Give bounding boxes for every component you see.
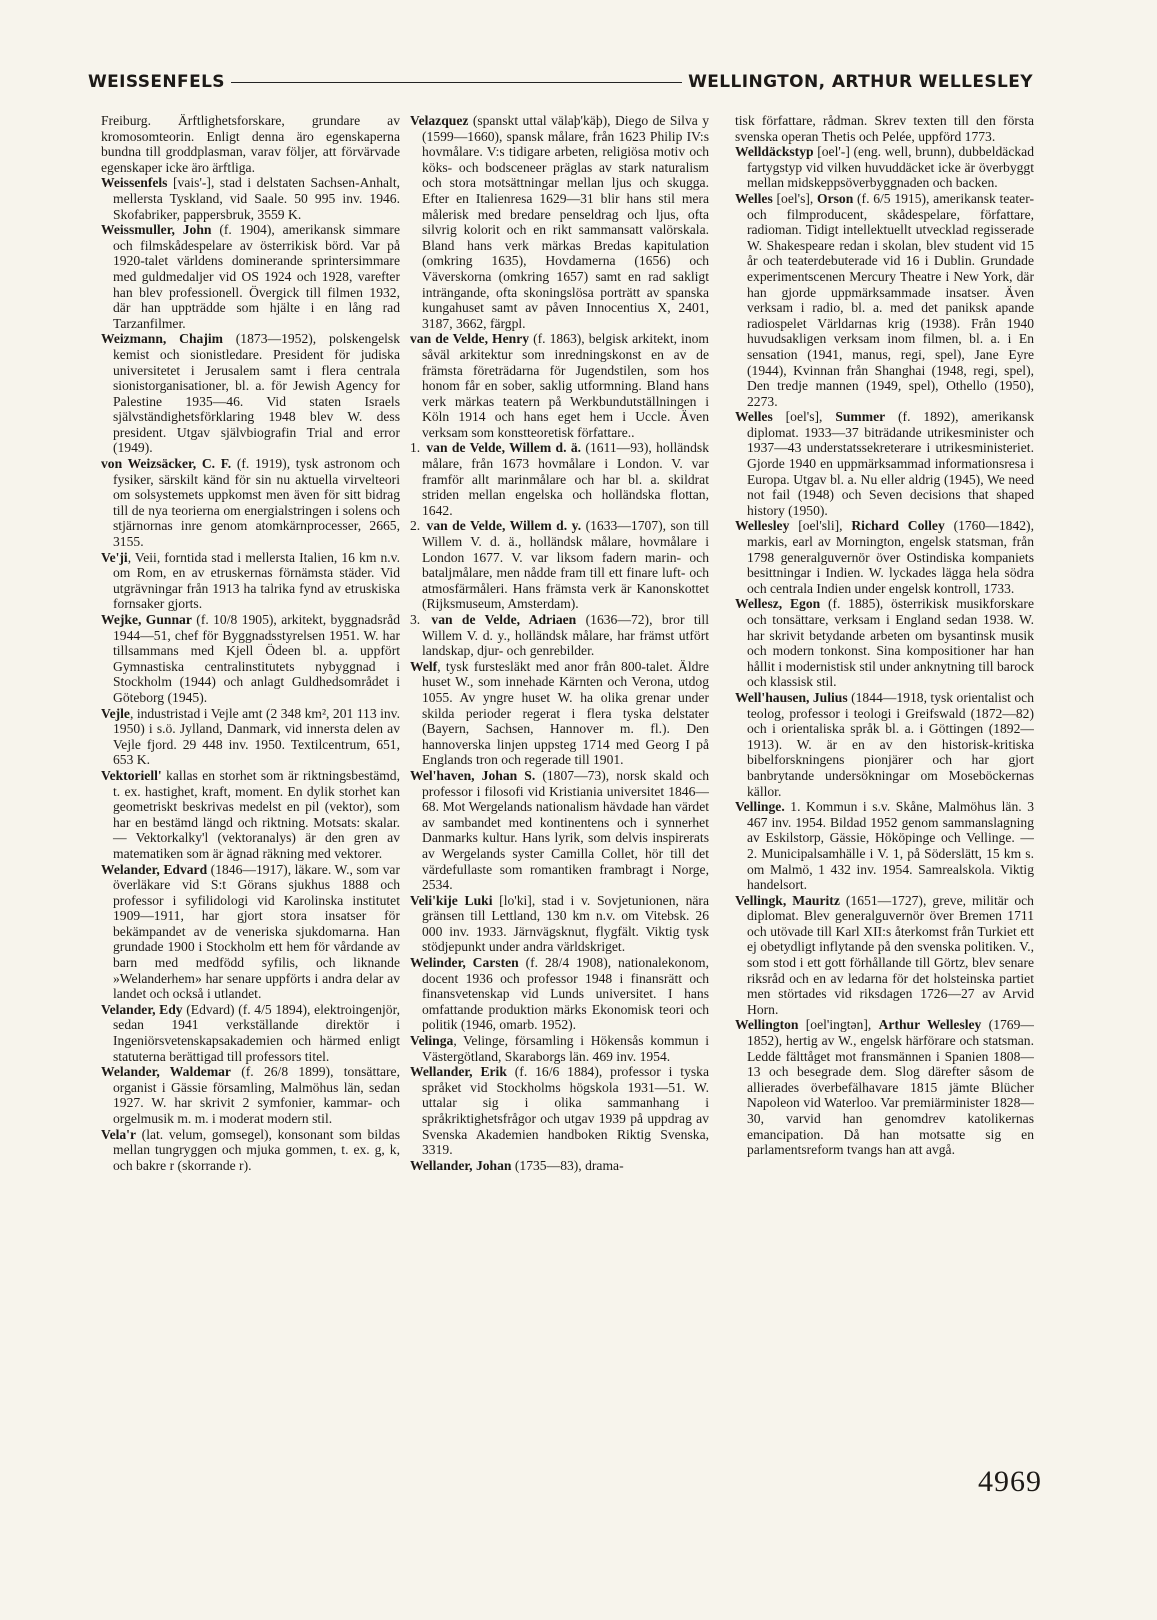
- dictionary-entry: [410, 893, 709, 955]
- entry-headword: van de Velde, Adriaen: [431, 612, 577, 627]
- dictionary-entry: [101, 862, 400, 1002]
- entry-text: [oel'sli],: [789, 518, 852, 534]
- entry-text: [oel'-] (eng. well, brunn), dubbeldäckad fartygstyp vid vilken huvuddäcket icke är överbyggt mellan midskeppsöverbyggnaden och backen.: [747, 144, 1034, 191]
- dictionary-entry: [735, 409, 1034, 518]
- header-right-keyword: WELLINGTON, ARTHUR WELLESLEY: [688, 72, 1033, 92]
- dictionary-entry: [101, 456, 400, 550]
- dictionary-entry: [410, 768, 709, 893]
- dictionary-entry: [410, 955, 709, 1033]
- entry-headword: Wellington: [735, 1017, 799, 1033]
- entry-headword: Veli'kije Luki: [410, 892, 493, 908]
- header-rule: [231, 82, 682, 83]
- entry-headword-secondary: Orson: [817, 190, 854, 206]
- entry-headword: Vellingk, Mauritz: [735, 892, 840, 908]
- entry-text: (f. 1863), belgisk arkitekt, inom såväl arkitektur som inredningskonst en av de främsta företrädarna för Jugendstilen, som hos honom får en sober, saklig utformning. Bland hans verk märkas teatern på Werkbundutställningen i Köln 1914 och hans eget hem i Uccle. Även verksam som konstteoretisk författare..: [422, 331, 709, 440]
- entry-headword: Wejke, Gunnar: [101, 612, 192, 627]
- entry-headword: Velazquez: [410, 113, 469, 128]
- entry-headword: van de Velde, Henry: [410, 331, 530, 347]
- entry-text: [oel's],: [772, 409, 836, 425]
- entry-text-continued: (f. 6/5 1915), amerikansk teater- och filmproducent, skådespelare, författare, radioman. Tidigt intellektuellt utvecklad regisserade W. Shakespeare redan i skolan, blev student vid 15 år och teaterdebuterade vid 16 i Dublin. Grundade experimentscenen Mercury Theatre i New York, där han gjorde uppmärksammade insatser. Även verksam i radio, bl. a. med det paniksk apande radiospelet Världarnas krig (1938). Från 1940 huvudsakligen verksam inom filmen, bl. a. i En sensation (1941, manus, regi, spel), Jane Eyre (1944), Kvinnan från Shanghai (1948, regi, spel), Den tredje mannen (1949, spel), Othello (1950), 2273.: [747, 190, 1034, 409]
- entry-text: (f. 1885), österrikisk musikforskare och tonsättare, verksam i England sedan 1938. W. har skrivit betydande arbeten om bysantinsk musik och modern tonkonst. Sina kompositioner har han hållit i modernistisk stil under anknytning till barock och klassisk stil.: [747, 596, 1034, 690]
- entry-headword-secondary: Summer: [835, 409, 886, 425]
- running-header: [88, 70, 1033, 94]
- dictionary-entry: [410, 331, 709, 440]
- entry-text: (1633—1707), son till Willem V. d. ä., holländsk målare, hovmålare i London 1677. V. var liksom fadern marin- och bataljmålare, men nådde fram till ett finare luft- och atmosfärmåleri. Hans främsta verk är Kanonskottet (Rijksmuseum, Amsterdam).: [422, 518, 709, 612]
- entry-headword: van de Velde, Willem d. ä.: [426, 440, 582, 456]
- dictionary-entry: [101, 1064, 400, 1126]
- dictionary-entry: [101, 331, 400, 456]
- entry-headword: Welinder, Carsten: [410, 955, 519, 971]
- dictionary-entry: [735, 893, 1034, 1018]
- dictionary-entry: [410, 440, 709, 518]
- dictionary-entry: [410, 612, 709, 659]
- entry-headword: Welles: [735, 190, 773, 206]
- dictionary-entry: [410, 1158, 709, 1174]
- entry-text: (1844—1918, tysk orientalist och teolog, professor i teologi i Greifswald (1872—82) och i orientaliska språk bl. a. i Göttingen (1892—1913). W. är en av den historisk-kritiska bibelforskningens pionjärer och har gjort banbrytande undersökningar om Moseböckernas källor.: [747, 689, 1034, 799]
- entry-headword: Wellesz, Egon: [735, 596, 821, 612]
- dictionary-entry: [735, 596, 1034, 690]
- dictionary-entry: [735, 690, 1034, 799]
- entry-text: (f. 16/6 1884), professor i tyska språket vid Stockholms högskola 1931—51. W. uttalar sig i olika sammanhang i språkriktighetsfrågor och utgav 1939 på uppdrag av Svenska Akademien handboken Riktig Svenska, 3319.: [422, 1064, 709, 1158]
- dictionary-entry: [410, 113, 709, 331]
- entry-headword: Ve'ji: [101, 549, 128, 565]
- entry-number: 3.: [410, 612, 421, 627]
- dictionary-entry: [101, 1127, 400, 1174]
- entry-text: (spanskt uttal välaþ'käþ), Diego de Silva y (1599—1660), spansk målare, från 1623 Philip IV:s hovmålare. V:s tidigare arbeten, religiösa motiv och köks- och bodsceneer präglas av stark naturalism och stora motsättningar mellan ljus och skugga. Efter en Italienresa 1629—31 blir hans stil mera målerisk med bredare penseldrag och ljus, ofta silvrig kolorit och en rikt sammansatt valörskala. Bland hans verk märkas Bredas kapitulation (omkring 1635), Hovdamerna (1656) och Väverskorna (omkring 1657) samt en rad sakligt inträngande, ofta skoningslösa porträtt av spanska kungahuset samt av påven Innocentius X, 2401, 3187, 3662, färgpl.: [422, 113, 709, 331]
- dictionary-entry: [101, 1002, 400, 1064]
- entry-headword: Wellander, Johan: [410, 1157, 512, 1173]
- entry-text: , Velinge, församling i Hökensås kommun i Västergötland, Skaraborgs län. 469 inv. 1954.: [422, 1033, 709, 1064]
- column-2: [410, 113, 709, 1518]
- entry-text: (1636—72), bror till Willem V. d. y., holländsk målare, har främst utfört landskap, djur- och genrebilder.: [422, 612, 709, 659]
- entry-headword: Weissmuller, John: [101, 222, 212, 238]
- entry-headword: Velinga: [410, 1033, 454, 1049]
- entry-text: (1651—1727), greve, militär och diplomat. Blev generalguvernör över Bremen 1711 och utövade till Karl XII:s återkomst från Turkiet ett ej obetydligt inflytande på den svenska politiken. V., som stod i ett gott förhållande till Görtz, blev senare riksråd och en av ledarna för det holsteinska partiet men störtades vid riksdagen 1726—27 av Arvid Horn.: [747, 892, 1034, 1017]
- entry-text-continued: (1760—1842), markis, earl av Mornington, engelsk statsman, från 1798 generalguvernör över Ostindiska kompaniets besittningar i Indien. W. lyckades lägga hela södra och centrala Indien under engelsk kontroll, 1733.: [747, 518, 1034, 596]
- entry-text: , Veii, forntida stad i mellersta Italien, 16 km n.v. om Rom, en av etruskernas förnämsta städer. Vid utgrävningar från 1913 ha talrika fynd av etruskiska fornsaker gjorts.: [113, 549, 400, 612]
- entry-headword: Welldäckstyp: [735, 144, 814, 160]
- dictionary-entry: [735, 1017, 1034, 1157]
- entry-text: [oel's],: [772, 190, 818, 206]
- entry-text-continued: (1769—1852), hertig av W., engelsk härförare och statsman. Ledde fälttåget mot fransmännen i Spanien 1808—13 och besegrade dem. Slog därefter såsom de allierades överbefälhavare 1815 jämte Blücher Napoleon vid Waterloo. Var premiärminister 1828—30, varvid han genomdrev katolikernas emancipation. Då han motsatte sig en parlamentsreform tvangs han att avgå.: [747, 1017, 1034, 1158]
- entry-text: , tysk furstesläkt med anor från 800-talet. Äldre huset W., som innehade Kärnten och Verona, utdog 1055. Av yngre huset W. ha olika grenar under skilda perioder regerat i flera tyska delstater (Bayern, Sachsen, Hannover m. fl.). Den hannoverska linjen uppsteg 1714 med Georg I på Englands tron och regerade till 1901.: [422, 658, 709, 768]
- entry-headword: Vela'r: [101, 1126, 136, 1142]
- entry-headword: Well'hausen, Julius: [735, 689, 848, 705]
- dictionary-entry: [101, 612, 400, 706]
- entry-number: 1.: [410, 440, 421, 456]
- entry-headword: Welander, Edvard: [101, 861, 208, 877]
- entry-text: (f. 26/8 1899), tonsättare, organist i Gässie församling, Malmöhus län, sedan 1927. W. har skrivit 2 symfonier, kammar- och orgelmusik m. m. i moderat modern stil.: [113, 1064, 400, 1126]
- entry-text: (f. 28/4 1908), nationalekonom, docent 1936 och professor 1948 i finansrätt och finansvetenskap vid Lunds universitet. I hans omfattande produktion märks Ekonomisk teori och politik (1946, omarb. 1952).: [422, 955, 709, 1033]
- dictionary-entry: [410, 1033, 709, 1064]
- entry-headword: von Weizsäcker, C. F.: [101, 456, 232, 472]
- dictionary-entry: [101, 550, 400, 612]
- entry-headword: Welf: [410, 658, 438, 674]
- entry-headword-secondary: Richard Colley: [851, 518, 945, 534]
- entry-text: (f. 10/8 1905), arkitekt, byggnadsråd 1944—51, chef för Byggnadsstyrelsen 1951. W. har tillsammans med Kjell Ödeen bl. a. uppfört Gymnastiska centralinstitutets nybyggnad i Stockholm (1944) och anlagt Guldhedsområdet i Göteborg (1945).: [113, 612, 400, 705]
- entry-number: 2.: [410, 518, 421, 534]
- entry-headword: Welles: [735, 409, 773, 425]
- header-left-keyword: WEISSENFELS: [88, 72, 225, 92]
- entry-headword: van de Velde, Willem d. y.: [426, 518, 582, 534]
- dictionary-entry: [101, 222, 400, 331]
- entry-headword: Vellinge.: [735, 799, 785, 815]
- dictionary-entry: [735, 191, 1034, 409]
- entry-text: tisk författare, rådman. Skrev texten till den första svenska operan Thetis och Pelée, uppförd 1773.: [735, 113, 1034, 144]
- dictionary-entry: [735, 144, 1034, 191]
- dictionary-entry: [735, 518, 1034, 596]
- dictionary-entry: [101, 175, 400, 222]
- entry-headword: Wel'haven, Johan S.: [410, 767, 536, 783]
- column-3: [735, 113, 1034, 1518]
- entry-headword: Weissenfels: [101, 175, 168, 191]
- column-1: [101, 113, 400, 1518]
- entry-headword: Velander, Edy: [101, 1001, 183, 1017]
- entry-text: [lo'ki], stad i v. Sovjetunionen, nära gränsen till Lettland, 130 km n.v. om Vitebsk. 26 000 inv. 1933. Järnvägsknut, flygfält. Viktig tysk stödjepunkt under andra världskriget.: [422, 892, 709, 955]
- dictionary-entry: [410, 659, 709, 768]
- entry-text: (lat. velum, gomsegel), konsonant som bildas mellan tungryggen och mjuka gommen, t. ex. g, k, och bakre r (skorrande r).: [113, 1126, 400, 1173]
- entry-text: [oel'ingtən],: [798, 1017, 879, 1033]
- dictionary-entry: [101, 706, 400, 768]
- dictionary-entry: [101, 768, 400, 862]
- entry-headword: Welander, Waldemar: [101, 1064, 231, 1080]
- entry-headword: Wellesley: [735, 518, 790, 534]
- entry-text-continued: (f. 1892), amerikansk diplomat. 1933—37 biträdande utrikesminister och 1937—43 understatssekreterare i utrikesministeriet. Gjorde 1940 en uppmärksammad informationsresa i Europa. Utgav bl. a. Nu eller aldrig (1945), We need not fail (1948) och Seven decisions that shaped history (1950).: [747, 409, 1034, 518]
- dictionary-entry: [735, 799, 1034, 893]
- entry-headword-secondary: Arthur Wellesley: [878, 1017, 982, 1033]
- entry-headword: Weizmann, Chajim: [101, 331, 223, 347]
- entry-headword: Vektoriell': [101, 767, 162, 783]
- entry-text: (1807—73), norsk skald och professor i filosofi vid Kristiania universitet 1846—68. Mot Wergelands nationalism hävdade han värdet av sambandet med kontinentens och i synnerhet Danmarks kultur. Hans lyrik, som delvis inspirerats av Wergelands syster Camilla Collet, hör till det värdefullaste som romantiken frambragt i Norge, 2534.: [422, 767, 709, 893]
- entry-text: (1873—1952), polskengelsk kemist och sionistledare. President för judiska universitetet i Jerusalem samt i flera centrala sionistorganisationer, bl. a. för Jewish Agency for Palestine 1935—46. Vid staten Israels självständighetsförklaring 1948 blev W. dess president. Utgav självbiografin Trial and error (1949).: [113, 331, 400, 456]
- entry-text: Freiburg. Ärftlighetsforskare, grundare av kromosomteorin. Enligt denna äro egenskaperna bundna till groddplasman, varav följer, att förvärvade egenskaper icke äro ärftliga.: [101, 113, 400, 175]
- dictionary-entry: [735, 113, 1034, 144]
- entry-headword: Wellander, Erik: [410, 1064, 507, 1080]
- entry-text: kallas en storhet som är riktningsbestämd, t. ex. hastighet, kraft, moment. En dylik storhet kan geometriskt beskrivas medelst en pil (vektor), som har en bestämd längd och riktning. Motsats: skalar. — Vektorkalky'l (vektoranalys) är den gren av matematiken som är ägnad räkning med vektorer.: [113, 767, 400, 861]
- entry-text: , industristad i Vejle amt (2 348 km², 201 113 inv. 1950) i s.ö. Jylland, Danmark, vid innersta delen av Vejle fjord. 29 448 inv. 1950. Textilcentrum, 651, 653 K.: [113, 705, 400, 768]
- entry-headword: Vejle: [101, 705, 130, 721]
- entry-text: (1846—1917), läkare. W., som var överläkare vid S:t Görans sjukhus 1888 och professor i syfilidologi vid Karolinska institutet 1909—1911, har gjort stora insatser för bekämpandet av de veneriska sjukdomarna. Han grundade 1900 i Stockholm ett hem för vårdande av barn med medfödd syfilis, och liknande »Welanderhem» har senare uppförts i andra delar av landet och också i utlandet.: [113, 861, 400, 1002]
- entry-text: [vais'-], stad i delstaten Sachsen-Anhalt, mellersta Tyskland, vid Saale. 50 995 inv. 1946. Skofabriker, pappersbruk, 3559 K.: [113, 175, 400, 222]
- dictionary-entry: [101, 113, 400, 175]
- entry-text: (f. 1904), amerikansk simmare och filmskådespelare av österrikisk börd. Var på 1920-talet världens dominerande sprintersimmare med guldmedaljer vid OS 1924 och 1928, varefter han blev professionell. Övergick till filmen 1932, där han uppträdde som hjälte i en lång rad Tarzanfilmer.: [113, 222, 400, 331]
- dictionary-entry: [410, 518, 709, 612]
- entry-text: (f. 1919), tysk astronom och fysiker, särskilt känd för sin nu aktuella virvelteori om solsystemets uppkomst men även för sitt bidrag till de nya teorierna om energialstringen i solens och stjärnornas inre genom atomkärnprocesser, 2665, 3155.: [113, 456, 400, 550]
- entry-text: (Edvard) (f. 4/5 1894), elektroingenjör, sedan 1941 verkställande direktör i Ingeniörsvetenskapsakademien och härmed enligt statuterna berättigad till professors titel.: [113, 1001, 400, 1064]
- entry-text: (1735—83), drama-: [511, 1157, 624, 1173]
- dictionary-entry: [410, 1064, 709, 1158]
- page-number: 4969: [978, 1465, 1042, 1498]
- entry-text: (1611—93), holländsk målare, från 1673 hovmålare i London. V. var framför allt marinmålare och har bl. a. skildrat striden mellan engelska och holländska flottan, 1642.: [422, 440, 709, 518]
- entry-text: 1. Kommun i s.v. Skåne, Malmöhus län. 3 467 inv. 1954. Bildad 1952 genom sammanslagning av Eskilstorp, Gässie, Hököpinge och Vellinge. — 2. Municipalsamhälle i V. 1, på Söderslätt, 15 km s. om Malmö, 1 432 inv. 1954. Samrealskola. Viktig handelsort.: [747, 799, 1034, 893]
